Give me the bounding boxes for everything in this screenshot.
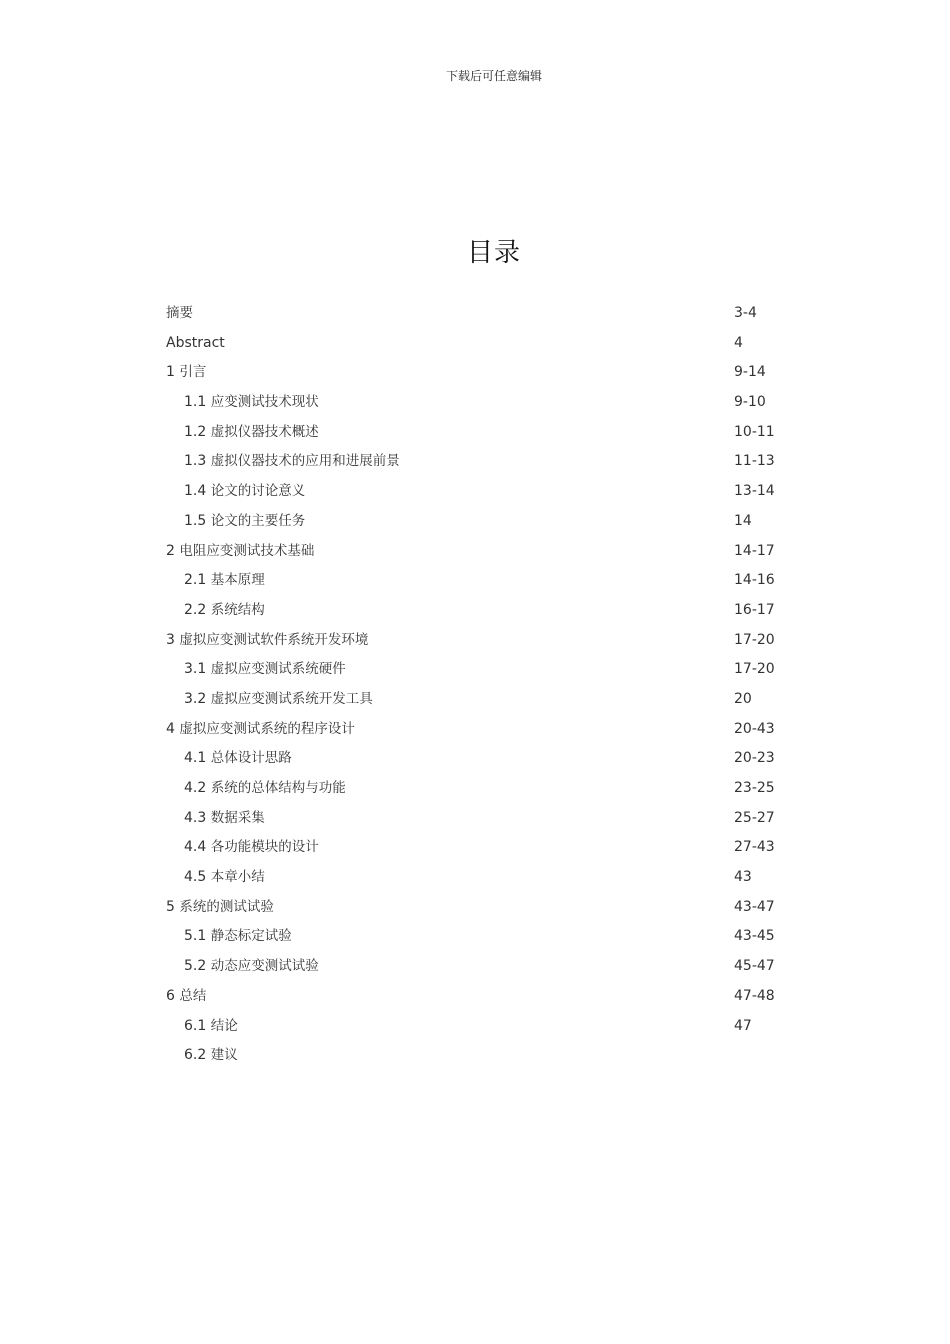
- toc-entry-page: 4: [734, 334, 743, 351]
- toc-entry-title: 虚拟应变测试系统开发工具: [210, 690, 373, 707]
- toc-entry[interactable]: [166, 507, 806, 537]
- toc-entry-title: 静态标定试验: [210, 928, 292, 945]
- toc-entry-label: [184, 863, 265, 893]
- toc-entry-label: [184, 596, 265, 626]
- toc-entry-label: [184, 1012, 238, 1042]
- toc-entry-title: 虚拟仪器技术概述: [210, 423, 319, 440]
- toc-entry[interactable]: [166, 982, 806, 1012]
- toc-entry-page: 10-11: [734, 423, 775, 440]
- toc-entry-page: 20-43: [734, 720, 775, 737]
- toc-entry-page: 27-43: [734, 839, 775, 856]
- toc-entry-title: 论文的主要任务: [210, 512, 306, 529]
- toc-entry-page: 11-13: [734, 453, 775, 470]
- toc-entry-page: 9-14: [734, 364, 766, 381]
- toc-entry-title: Abstract: [166, 334, 225, 351]
- toc-entry-number: 3: [166, 631, 175, 648]
- toc-entry-title: 系统结构: [210, 601, 265, 618]
- toc-entry-label: [166, 626, 368, 656]
- toc-entry-label: [166, 329, 225, 359]
- toc-entry-number: 1.1: [184, 394, 207, 411]
- toc-entry[interactable]: [166, 655, 806, 685]
- toc-entry-title: 基本原理: [210, 572, 265, 589]
- toc-entry[interactable]: [166, 804, 806, 834]
- toc-entry-page: 47-48: [734, 987, 775, 1004]
- toc-entry-number: 3.1: [184, 661, 207, 678]
- toc-entry-title: 系统的总体结构与功能: [210, 780, 346, 796]
- toc-entry-label: [166, 715, 355, 745]
- toc-entry[interactable]: [166, 833, 806, 863]
- toc-entry-number: 4.3: [184, 809, 207, 826]
- toc-entry-title: 论文的讨论意义: [210, 483, 306, 500]
- toc-entry-title: 摘要: [166, 305, 193, 321]
- toc-entry-title: 应变测试技术现状: [210, 394, 319, 411]
- toc-entry-title: 本章小结: [210, 869, 265, 886]
- toc-entry-number: 5.1: [184, 928, 207, 945]
- toc-entry-title: 总体设计思路: [210, 750, 292, 767]
- toc-entry-page: 3-4: [734, 305, 757, 321]
- toc-entry-title: 虚拟应变测试系统硬件: [210, 661, 346, 678]
- toc-entry-page: 20-23: [734, 750, 775, 767]
- toc-entry[interactable]: [166, 388, 806, 418]
- toc-entry[interactable]: [166, 952, 806, 982]
- toc-entry[interactable]: [166, 744, 806, 774]
- toc-entry-label: [184, 774, 346, 804]
- toc-entry-label: [184, 833, 319, 863]
- toc-entry[interactable]: [166, 922, 806, 952]
- toc-entry-page: 43: [734, 869, 752, 886]
- toc-entry-page: 14-17: [734, 542, 775, 559]
- toc-entry-number: 1.4: [184, 483, 207, 500]
- toc-entry-number: 6.1: [184, 1017, 207, 1034]
- toc-entry-title: 虚拟应变测试系统的程序设计: [179, 720, 355, 737]
- toc-entry-label: [184, 804, 265, 834]
- page-title: 目录: [466, 238, 521, 268]
- toc-entry-number: 3.2: [184, 690, 207, 707]
- toc-entry[interactable]: [166, 1041, 806, 1071]
- toc-entry-number: 2: [166, 542, 175, 559]
- toc-entry-label: [184, 1041, 238, 1071]
- toc-entry-page: 20: [734, 690, 752, 707]
- toc-entry-page: 23-25: [734, 780, 775, 796]
- toc-entry-page: 45-47: [734, 958, 775, 975]
- toc-entry-page: 14-16: [734, 572, 775, 589]
- toc-entry-number: 4.5: [184, 869, 207, 886]
- toc-entry-title: 虚拟应变测试软件系统开发环境: [179, 631, 369, 648]
- toc-entry[interactable]: [166, 418, 806, 448]
- toc-entry-label: [184, 477, 305, 507]
- toc-entry-number: 2.1: [184, 572, 207, 589]
- toc-entry-label: [166, 537, 314, 567]
- toc-entry[interactable]: [166, 537, 806, 567]
- toc-entry-label: [184, 655, 346, 685]
- toc-entry[interactable]: [166, 596, 806, 626]
- toc-entry-number: 1: [166, 364, 175, 381]
- toc-entry-number: 6.2: [184, 1047, 207, 1064]
- toc-entry-title: 虚拟仪器技术的应用和进展前景: [210, 453, 400, 470]
- toc-entry-title: 结论: [210, 1017, 238, 1034]
- toc-entry-title: 动态应变测试试验: [210, 958, 319, 975]
- toc-entry-label: [166, 982, 206, 1012]
- toc-entry[interactable]: [166, 893, 806, 923]
- toc-entry[interactable]: [166, 1012, 806, 1042]
- toc-entry-number: 4.4: [184, 839, 207, 856]
- toc-entry[interactable]: [166, 447, 806, 477]
- toc-entry-number: 6: [166, 987, 175, 1004]
- toc-entry-label: [166, 299, 193, 329]
- toc-entry-label: [184, 566, 265, 596]
- toc-entry-label: [184, 922, 292, 952]
- toc-entry[interactable]: [166, 299, 806, 329]
- toc-entry-title: 电阻应变测试技术基础: [179, 542, 315, 559]
- toc-entry-number: 2.2: [184, 601, 207, 618]
- toc-entry-title: 数据采集: [210, 809, 265, 826]
- toc-entry[interactable]: [166, 566, 806, 596]
- toc-entry-page: 16-17: [734, 601, 775, 618]
- toc-entry-number: 4: [166, 720, 175, 737]
- table-of-contents: [166, 299, 806, 1071]
- toc-entry-page: 17-20: [734, 661, 775, 678]
- toc-entry-label: [184, 744, 292, 774]
- toc-entry-label: [184, 685, 373, 715]
- toc-entry-page: 17-20: [734, 631, 775, 648]
- toc-entry-label: [166, 893, 274, 923]
- toc-entry[interactable]: [166, 863, 806, 893]
- toc-entry-number: 1.2: [184, 423, 207, 440]
- toc-entry-page: 47: [734, 1017, 752, 1034]
- toc-entry[interactable]: [166, 774, 806, 804]
- toc-entry-page: 43-47: [734, 898, 775, 915]
- toc-entry-title: 建议: [210, 1047, 238, 1064]
- toc-entry-page: 13-14: [734, 483, 775, 500]
- toc-entry-label: [166, 358, 206, 388]
- toc-entry-page: 9-10: [734, 394, 766, 411]
- toc-entry[interactable]: [166, 477, 806, 507]
- toc-entry-number: 5.2: [184, 958, 207, 975]
- toc-entry-title: 引言: [179, 364, 207, 381]
- toc-entry[interactable]: [166, 715, 806, 745]
- toc-entry-number: 1.5: [184, 512, 207, 529]
- header-note: 下载后可任意编辑: [445, 69, 542, 83]
- toc-entry-page: 14: [734, 512, 752, 529]
- toc-entry-page: 25-27: [734, 809, 775, 826]
- toc-entry-title: 总结: [179, 987, 207, 1004]
- toc-entry-label: [184, 507, 305, 537]
- toc-entry-label: [184, 418, 319, 448]
- toc-entry[interactable]: [166, 626, 806, 656]
- toc-entry[interactable]: [166, 329, 806, 359]
- toc-entry-label: [184, 388, 319, 418]
- toc-entry-number: 5: [166, 898, 175, 915]
- toc-entry-title: 各功能模块的设计: [210, 839, 319, 856]
- toc-entry-title: 系统的测试试验: [179, 898, 274, 915]
- toc-entry-page: 43-45: [734, 928, 775, 945]
- toc-entry-label: [184, 952, 319, 982]
- toc-entry-number: 1.3: [184, 453, 207, 470]
- toc-entry-number: 4.1: [184, 750, 207, 767]
- toc-entry[interactable]: [166, 358, 806, 388]
- toc-entry[interactable]: [166, 685, 806, 715]
- toc-entry-label: [184, 447, 400, 477]
- toc-entry-number: 4.2: [184, 780, 207, 796]
